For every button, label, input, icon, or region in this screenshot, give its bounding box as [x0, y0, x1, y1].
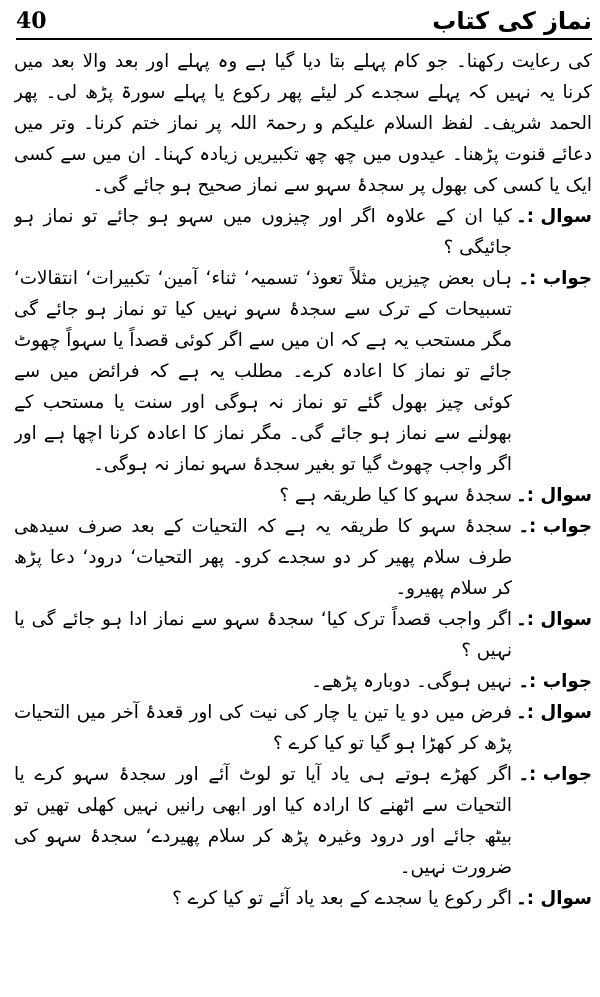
qa-label: جواب :۔	[518, 516, 592, 537]
qa-text: اگر کھڑے ہوتے ہی یاد آیا تو لوٹ آئے اور سجدۂ سہو کرے یا التحیات سے اٹھنے کا ارادہ کیا اور ابھی رانیں نہیں کھلی تھیں تو بیٹھ جائے اور درود وغیرہ پڑھ کر سلام پھیردے‘ سجدۂ سہو کی ضرورت نہیں۔	[14, 764, 512, 878]
qa-item	[14, 604, 592, 666]
qa-text: کیا ان کے علاوہ اگر اور چیزوں میں سہو ہو جائے تو نماز ہو جائیگی ؟	[14, 206, 512, 258]
page-body	[14, 46, 592, 993]
qa-text: فرض میں دو یا تین یا چار کی نیت کی اور قعدۂ آخر میں التحیات پڑھ کر کھڑا ہو گیا تو کیا کرے ؟	[14, 702, 512, 754]
book-title: نماز کی کتاب	[432, 7, 592, 35]
qa-label: جواب :۔	[518, 764, 592, 785]
qa-label: جواب :۔	[518, 671, 592, 692]
qa-item	[14, 511, 592, 604]
page-header	[16, 4, 592, 40]
qa-item	[14, 666, 592, 697]
qa-label: سوال :۔	[516, 888, 592, 909]
qa-label: سوال :۔	[516, 206, 592, 227]
intro-paragraph: کی رعایت رکھنا۔ جو کام پہلے بتا دیا گیا ہے وہ پہلے اور بعد والا بعد میں کرنا یہ نہیں کہ پہلے سجدے کر لیئے پھر رکوع یا پہلے سورۃ پڑھ لی۔ پھر الحمد شریف۔ لفظ السلام علیکم و رحمۃ اللہ پر نماز ختم کرنا۔ وتر میں دعائے قنوت پڑھنا۔ عیدوں میں چھ چھ تکبیریں زیادہ کہنا۔ ان میں سے کسی ایک یا کسی کی بھول پر سجدۂ سہو سے نماز صحیح ہو جائے گی۔	[14, 51, 592, 196]
qa-label: جواب :۔	[518, 268, 592, 289]
qa-item	[14, 201, 592, 263]
qa-text: سجدۂ سہو کا طریقہ یہ ہے کہ التحیات کے بعد صرف سیدھی طرف سلام پھیر کر دو سجدے کرو۔ پھر التحیات‘ درود‘ دعا پڑھ کر سلام پھیرو۔	[14, 516, 512, 599]
qa-text: اگر واجب قصداً ترک کیا‘ سجدۂ سہو سے نماز ادا ہو جائے گی یا نہیں ؟	[14, 609, 512, 661]
qa-text: نہیں ہوگی۔ دوبارہ پڑھے۔	[311, 671, 512, 692]
qa-item	[14, 697, 592, 759]
qa-item	[14, 759, 592, 883]
qa-text: سجدۂ سہو کا کیا طریقہ ہے ؟	[279, 485, 512, 506]
qa-item	[14, 480, 592, 511]
qa-label: سوال :۔	[516, 609, 592, 630]
qa-text: ہاں بعض چیزیں مثلاً تعوذ‘ تسمیہ‘ ثناء‘ آمین‘ تکبیرات‘ انتقالات‘ تسبیحات کے ترک سے سجدۂ سہو نہیں کیا تو نماز ہو جائے گی مگر مستحب یہ ہے کہ ان میں سے اگر کوئی قصداً یا سہواً چھوٹ جائے تو نماز کا اعادہ کرے۔ مطلب یہ ہے کہ فرائض میں سے کوئی چیز بھول گئے تو نماز نہ ہوگی اور سنت یا مستحب کے بھولنے سے نماز ہو جائے گی۔ مگر نماز کا اعادہ کرنا اچھا ہے اور اگر واجب چھوٹ گیا تو بغیر سجدۂ سہو نماز نہ ہوگی۔	[14, 268, 512, 475]
qa-text: اگر رکوع یا سجدے کے بعد یاد آئے تو کیا کرے ؟	[172, 888, 512, 909]
qa-item	[14, 263, 592, 480]
qa-item	[14, 883, 592, 914]
qa-label: سوال :۔	[516, 485, 592, 506]
page-number: 40	[16, 8, 47, 34]
qa-label: سوال :۔	[516, 702, 592, 723]
